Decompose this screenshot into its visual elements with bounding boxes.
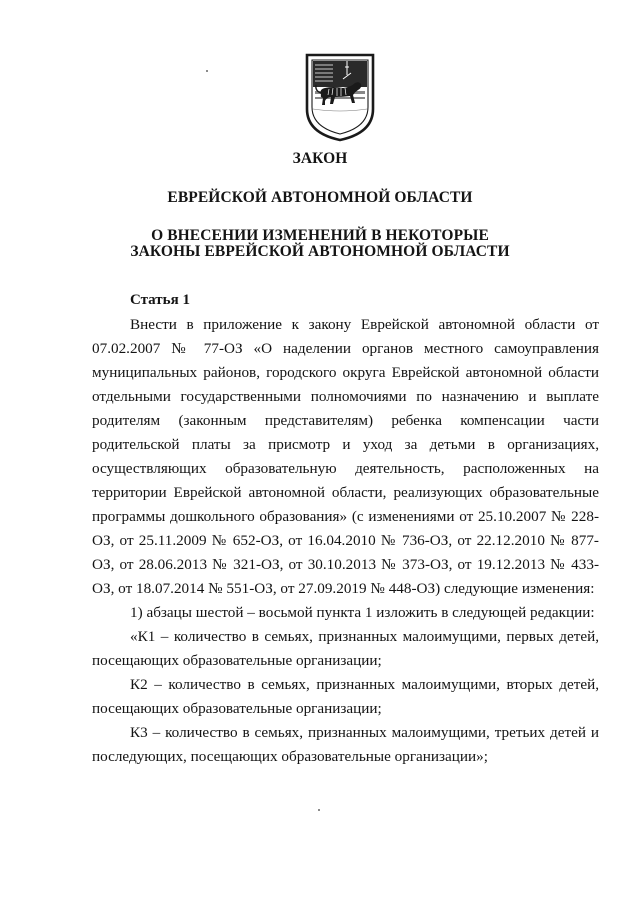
paragraph-k1: «К1 – количество в семьях, признанных малоимущими, первых детей, посещающих образовательные организации;: [92, 628, 599, 669]
law-title: ЗАКОН: [292, 150, 348, 167]
paragraph-item-1: 1) абзацы шестой – восьмой пункта 1 изложить в следующей редакции:: [130, 604, 595, 621]
coat-of-arms-icon: [303, 51, 377, 143]
subject-line-2: ЗАКОНЫ ЕВРЕЙСКОЙ АВТОНОМНОЙ ОБЛАСТИ: [130, 243, 510, 260]
scan-speck: [206, 70, 208, 72]
paragraph-k2: К2 – количество в семьях, признанных малоимущими, вторых детей, посещающих образовательные организации;: [92, 676, 599, 717]
scan-speck: [318, 809, 320, 811]
subject-line-1: О ВНЕСЕНИИ ИЗМЕНЕНИЙ В НЕКОТОРЫЕ: [151, 227, 489, 244]
article-heading: Статья 1: [130, 292, 190, 308]
region-title: ЕВРЕЙСКОЙ АВТОНОМНОЙ ОБЛАСТИ: [167, 189, 473, 206]
paragraph-k3: К3 – количество в семьях, признанных малоимущими, третьих детей и последующих, посещающих образовательные организации»;: [92, 724, 599, 765]
article-body: [92, 313, 599, 769]
paragraph-main: Внести в приложение к закону Еврейской автономной области от 07.02.2007 № 77-ОЗ «О наделении органов местного самоуправления муниципальных районов, городского округа Еврейской автономной области отдельными государственными полномочиями по назначению и выплате родителям (законным представителям) ребенка компенсации части родительской платы за присмотр и уход за детьми в организациях, осуществляющих образовательную деятельность, расположенных на территории Еврейской автономной области, реализующих образовательные программы дошкольного образования» (с изменениями от 25.10.2007 № 228-ОЗ, от 25.11.2009 № 652-ОЗ, от 16.04.2010 № 736-ОЗ, от 22.12.2010 № 877-ОЗ, от 28.06.2013 № 321-ОЗ, от 30.10.2013 № 373-ОЗ, от 19.12.2013 № 433-ОЗ, от 18.07.2014 № 551-ОЗ, от 27.09.2019 № 448-ОЗ) следующие изменения:: [92, 316, 599, 597]
